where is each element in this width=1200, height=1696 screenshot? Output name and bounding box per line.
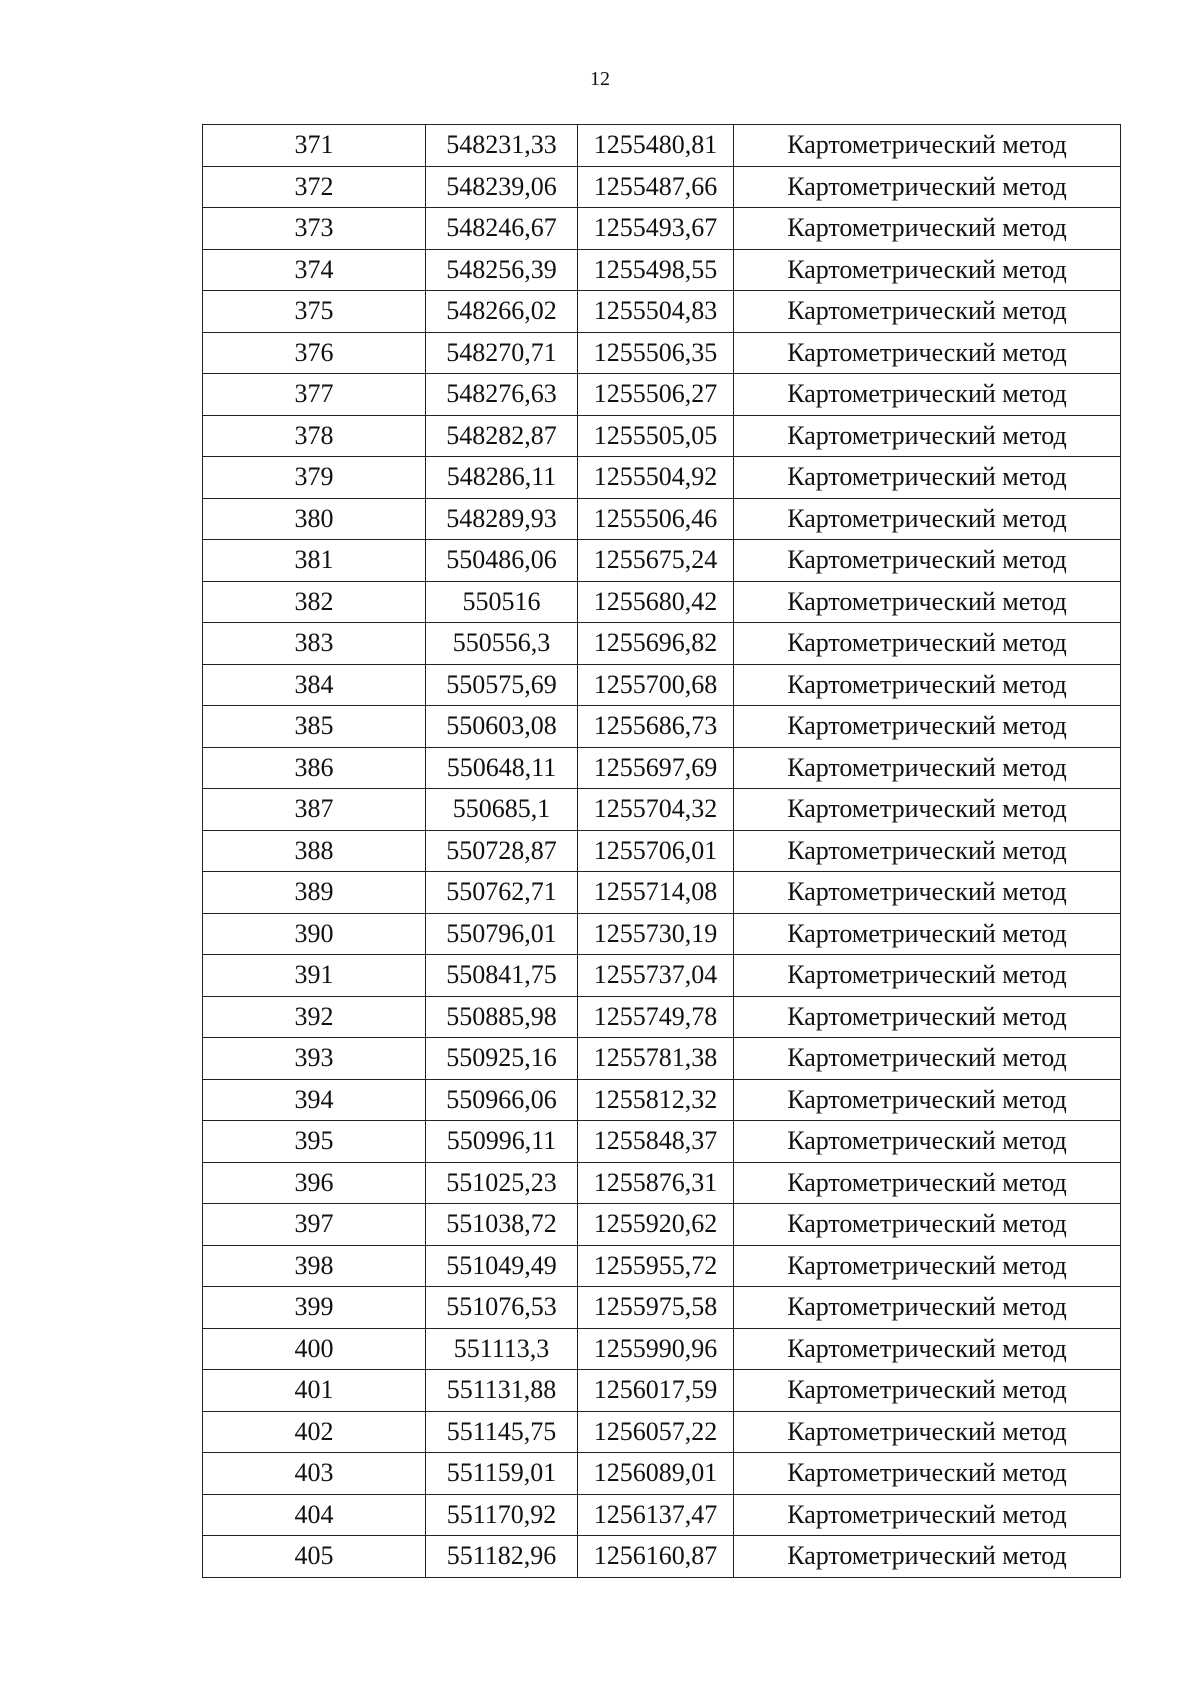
method-cell: Картометрический метод	[734, 913, 1121, 955]
y-coordinate-cell: 1256089,01	[578, 1453, 734, 1495]
method-cell: Картометрический метод	[734, 1204, 1121, 1246]
x-coordinate-cell: 551131,88	[426, 1370, 578, 1412]
method-cell: Картометрический метод	[734, 789, 1121, 831]
table-row	[203, 1453, 1121, 1495]
point-number-cell: 387	[203, 789, 426, 831]
point-number-cell: 397	[203, 1204, 426, 1246]
method-cell: Картометрический метод	[734, 955, 1121, 997]
method-cell: Картометрический метод	[734, 374, 1121, 416]
x-coordinate-cell: 548239,06	[426, 166, 578, 208]
y-coordinate-cell: 1255680,42	[578, 581, 734, 623]
point-number-cell: 389	[203, 872, 426, 914]
y-coordinate-cell: 1256017,59	[578, 1370, 734, 1412]
table-row	[203, 457, 1121, 499]
method-cell: Картометрический метод	[734, 1245, 1121, 1287]
page-number: 12	[590, 68, 610, 90]
x-coordinate-cell: 550841,75	[426, 955, 578, 997]
method-cell: Картометрический метод	[734, 125, 1121, 167]
method-cell: Картометрический метод	[734, 415, 1121, 457]
method-cell: Картометрический метод	[734, 1494, 1121, 1536]
table-row	[203, 125, 1121, 167]
point-number-cell: 393	[203, 1038, 426, 1080]
method-cell: Картометрический метод	[734, 1121, 1121, 1163]
y-coordinate-cell: 1255498,55	[578, 249, 734, 291]
point-number-cell: 376	[203, 332, 426, 374]
point-number-cell: 377	[203, 374, 426, 416]
point-number-cell: 388	[203, 830, 426, 872]
point-number-cell: 402	[203, 1411, 426, 1453]
x-coordinate-cell: 550486,06	[426, 540, 578, 582]
table-row	[203, 249, 1121, 291]
x-coordinate-cell: 550762,71	[426, 872, 578, 914]
point-number-cell: 394	[203, 1079, 426, 1121]
x-coordinate-cell: 550925,16	[426, 1038, 578, 1080]
x-coordinate-cell: 550996,11	[426, 1121, 578, 1163]
point-number-cell: 390	[203, 913, 426, 955]
y-coordinate-cell: 1255504,83	[578, 291, 734, 333]
x-coordinate-cell: 551159,01	[426, 1453, 578, 1495]
y-coordinate-cell: 1255487,66	[578, 166, 734, 208]
y-coordinate-cell: 1256160,87	[578, 1536, 734, 1578]
y-coordinate-cell: 1255480,81	[578, 125, 734, 167]
y-coordinate-cell: 1255506,46	[578, 498, 734, 540]
method-cell: Картометрический метод	[734, 1411, 1121, 1453]
method-cell: Картометрический метод	[734, 623, 1121, 665]
point-number-cell: 383	[203, 623, 426, 665]
y-coordinate-cell: 1255506,35	[578, 332, 734, 374]
y-coordinate-cell: 1255706,01	[578, 830, 734, 872]
y-coordinate-cell: 1255700,68	[578, 664, 734, 706]
table-row	[203, 415, 1121, 457]
method-cell: Картометрический метод	[734, 996, 1121, 1038]
table-row	[203, 1245, 1121, 1287]
method-cell: Картометрический метод	[734, 872, 1121, 914]
point-number-cell: 380	[203, 498, 426, 540]
table-row	[203, 664, 1121, 706]
table-row	[203, 1536, 1121, 1578]
y-coordinate-cell: 1255812,32	[578, 1079, 734, 1121]
x-coordinate-cell: 548256,39	[426, 249, 578, 291]
point-number-cell: 399	[203, 1287, 426, 1329]
method-cell: Картометрический метод	[734, 291, 1121, 333]
method-cell: Картометрический метод	[734, 540, 1121, 582]
x-coordinate-cell: 550966,06	[426, 1079, 578, 1121]
point-number-cell: 404	[203, 1494, 426, 1536]
method-cell: Картометрический метод	[734, 332, 1121, 374]
table-row	[203, 1287, 1121, 1329]
x-coordinate-cell: 550575,69	[426, 664, 578, 706]
table-row	[203, 1328, 1121, 1370]
point-number-cell: 396	[203, 1162, 426, 1204]
y-coordinate-cell: 1255696,82	[578, 623, 734, 665]
method-cell: Картометрический метод	[734, 1536, 1121, 1578]
x-coordinate-cell: 551076,53	[426, 1287, 578, 1329]
y-coordinate-cell: 1255848,37	[578, 1121, 734, 1163]
table-row	[203, 830, 1121, 872]
y-coordinate-cell: 1255714,08	[578, 872, 734, 914]
coordinates-table	[202, 124, 1121, 1578]
y-coordinate-cell: 1255493,67	[578, 208, 734, 250]
x-coordinate-cell: 548286,11	[426, 457, 578, 499]
table-row	[203, 291, 1121, 333]
table-row	[203, 913, 1121, 955]
point-number-cell: 391	[203, 955, 426, 997]
method-cell: Картометрический метод	[734, 1287, 1121, 1329]
x-coordinate-cell: 551113,3	[426, 1328, 578, 1370]
x-coordinate-cell: 551145,75	[426, 1411, 578, 1453]
table-row	[203, 872, 1121, 914]
point-number-cell: 392	[203, 996, 426, 1038]
x-coordinate-cell: 551049,49	[426, 1245, 578, 1287]
x-coordinate-cell: 550556,3	[426, 623, 578, 665]
method-cell: Картометрический метод	[734, 706, 1121, 748]
method-cell: Картометрический метод	[734, 208, 1121, 250]
point-number-cell: 401	[203, 1370, 426, 1412]
method-cell: Картометрический метод	[734, 1453, 1121, 1495]
method-cell: Картометрический метод	[734, 830, 1121, 872]
point-number-cell: 375	[203, 291, 426, 333]
method-cell: Картометрический метод	[734, 1079, 1121, 1121]
x-coordinate-cell: 550728,87	[426, 830, 578, 872]
y-coordinate-cell: 1255975,58	[578, 1287, 734, 1329]
y-coordinate-cell: 1255737,04	[578, 955, 734, 997]
x-coordinate-cell: 548266,02	[426, 291, 578, 333]
table-row	[203, 955, 1121, 997]
point-number-cell: 371	[203, 125, 426, 167]
y-coordinate-cell: 1255920,62	[578, 1204, 734, 1246]
table-row	[203, 996, 1121, 1038]
table-row	[203, 498, 1121, 540]
point-number-cell: 378	[203, 415, 426, 457]
point-number-cell: 381	[203, 540, 426, 582]
point-number-cell: 384	[203, 664, 426, 706]
point-number-cell: 400	[203, 1328, 426, 1370]
y-coordinate-cell: 1255505,05	[578, 415, 734, 457]
method-cell: Картометрический метод	[734, 1038, 1121, 1080]
coordinates-table-body	[203, 125, 1121, 1578]
method-cell: Картометрический метод	[734, 664, 1121, 706]
x-coordinate-cell: 551038,72	[426, 1204, 578, 1246]
table-row	[203, 1079, 1121, 1121]
y-coordinate-cell: 1255955,72	[578, 1245, 734, 1287]
x-coordinate-cell: 548270,71	[426, 332, 578, 374]
point-number-cell: 398	[203, 1245, 426, 1287]
point-number-cell: 405	[203, 1536, 426, 1578]
point-number-cell: 373	[203, 208, 426, 250]
table-row	[203, 332, 1121, 374]
y-coordinate-cell: 1255990,96	[578, 1328, 734, 1370]
table-row	[203, 623, 1121, 665]
x-coordinate-cell: 551170,92	[426, 1494, 578, 1536]
point-number-cell: 385	[203, 706, 426, 748]
method-cell: Картометрический метод	[734, 498, 1121, 540]
y-coordinate-cell: 1255697,69	[578, 747, 734, 789]
method-cell: Картометрический метод	[734, 457, 1121, 499]
y-coordinate-cell: 1255704,32	[578, 789, 734, 831]
y-coordinate-cell: 1255781,38	[578, 1038, 734, 1080]
y-coordinate-cell: 1255686,73	[578, 706, 734, 748]
table-row	[203, 1121, 1121, 1163]
method-cell: Картометрический метод	[734, 166, 1121, 208]
table-row	[203, 208, 1121, 250]
x-coordinate-cell: 550648,11	[426, 747, 578, 789]
table-row	[203, 540, 1121, 582]
point-number-cell: 374	[203, 249, 426, 291]
method-cell: Картометрический метод	[734, 747, 1121, 789]
y-coordinate-cell: 1256057,22	[578, 1411, 734, 1453]
point-number-cell: 372	[203, 166, 426, 208]
table-row	[203, 1204, 1121, 1246]
point-number-cell: 395	[203, 1121, 426, 1163]
y-coordinate-cell: 1255749,78	[578, 996, 734, 1038]
table-row	[203, 1411, 1121, 1453]
y-coordinate-cell: 1255506,27	[578, 374, 734, 416]
x-coordinate-cell: 550685,1	[426, 789, 578, 831]
x-coordinate-cell: 551025,23	[426, 1162, 578, 1204]
table-row	[203, 789, 1121, 831]
point-number-cell: 403	[203, 1453, 426, 1495]
y-coordinate-cell: 1256137,47	[578, 1494, 734, 1536]
method-cell: Картометрический метод	[734, 1328, 1121, 1370]
x-coordinate-cell: 548231,33	[426, 125, 578, 167]
y-coordinate-cell: 1255730,19	[578, 913, 734, 955]
y-coordinate-cell: 1255504,92	[578, 457, 734, 499]
table-row	[203, 1370, 1121, 1412]
x-coordinate-cell: 550885,98	[426, 996, 578, 1038]
x-coordinate-cell: 548282,87	[426, 415, 578, 457]
x-coordinate-cell: 550516	[426, 581, 578, 623]
table-row	[203, 581, 1121, 623]
table-row	[203, 1494, 1121, 1536]
x-coordinate-cell: 548246,67	[426, 208, 578, 250]
y-coordinate-cell: 1255876,31	[578, 1162, 734, 1204]
point-number-cell: 382	[203, 581, 426, 623]
x-coordinate-cell: 551182,96	[426, 1536, 578, 1578]
table-row	[203, 166, 1121, 208]
point-number-cell: 386	[203, 747, 426, 789]
x-coordinate-cell: 548276,63	[426, 374, 578, 416]
x-coordinate-cell: 550796,01	[426, 913, 578, 955]
method-cell: Картометрический метод	[734, 1162, 1121, 1204]
method-cell: Картометрический метод	[734, 1370, 1121, 1412]
y-coordinate-cell: 1255675,24	[578, 540, 734, 582]
method-cell: Картометрический метод	[734, 581, 1121, 623]
table-row	[203, 1038, 1121, 1080]
x-coordinate-cell: 550603,08	[426, 706, 578, 748]
table-row	[203, 1162, 1121, 1204]
table-row	[203, 706, 1121, 748]
point-number-cell: 379	[203, 457, 426, 499]
table-row	[203, 747, 1121, 789]
method-cell: Картометрический метод	[734, 249, 1121, 291]
table-row	[203, 374, 1121, 416]
x-coordinate-cell: 548289,93	[426, 498, 578, 540]
